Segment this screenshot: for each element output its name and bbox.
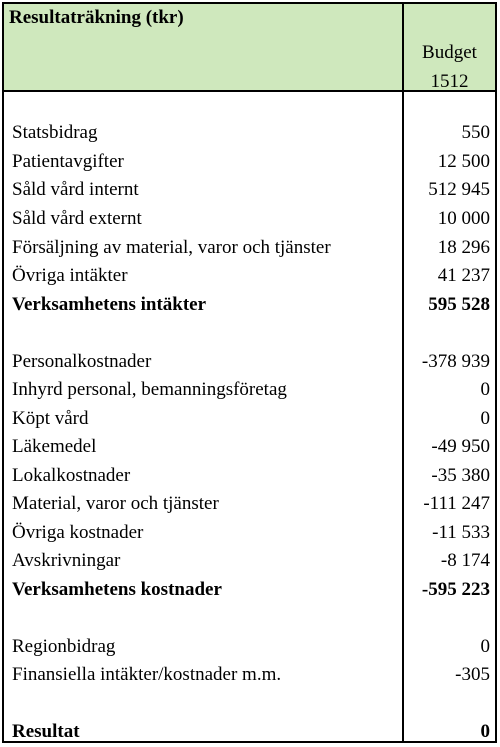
row-label: Såld vård internt [12,179,139,200]
table-row [4,263,495,291]
row-value: 595 528 [428,294,490,315]
table-title: Resultaträkning (tkr) [9,7,184,28]
row-value: 550 [461,122,490,143]
row-value: 0 [480,408,490,429]
row-value: -49 950 [431,436,490,457]
row-label: Finansiella intäkter/kostnader m.m. [12,664,282,685]
row-label: Resultat [12,721,80,742]
row-label: Patientavgifter [12,151,124,172]
row-label: Försäljning av material, varor och tjänster [12,237,331,258]
table-row [4,406,495,434]
table-header [4,4,495,92]
budget-column-period: 1512 [430,71,469,92]
row-label: Material, varor och tjänster [12,493,219,514]
income-statement-table [2,2,497,743]
row-value: 12 500 [437,151,490,172]
row-label: Köpt vård [12,408,89,429]
row-value: -8 174 [440,550,490,571]
table-row-total [4,292,495,320]
row-label: Regionbidrag [12,636,116,657]
table-row-total [4,719,495,747]
table-row [4,491,495,519]
table-row [4,235,495,263]
row-value: -11 533 [432,522,490,543]
row-value: 0 [480,721,490,742]
row-value: 512 945 [428,179,490,200]
row-label: Inhyrd personal, bemanningsföretag [12,379,287,400]
row-label: Personalkostnader [12,351,152,372]
table-row [4,120,495,148]
row-label: Såld vård externt [12,208,142,229]
table-row [4,177,495,205]
row-label: Avskrivningar [12,550,121,571]
row-value: 18 296 [437,237,490,258]
row-label: Verksamhetens intäkter [12,294,207,315]
table-row [4,206,495,234]
row-value: 0 [480,379,490,400]
table-row [4,520,495,548]
budget-column-label: Budget [422,42,477,63]
table-row [4,662,495,690]
row-label: Lokalkostnader [12,465,131,486]
row-label: Statsbidrag [12,122,98,143]
table-row-total [4,577,495,605]
table-row [4,377,495,405]
table-row [4,349,495,377]
row-value: 41 237 [437,265,490,286]
row-value: -378 939 [421,351,490,372]
row-value: -35 380 [431,465,490,486]
row-value: -111 247 [423,493,490,514]
table-row [4,434,495,462]
table-row [4,463,495,491]
row-label: Övriga intäkter [12,265,128,286]
row-label: Läkemedel [12,436,97,457]
budget-column-header [404,38,495,96]
table-row [4,548,495,576]
table-row [4,149,495,177]
row-value: -595 223 [421,579,490,600]
row-value: -305 [455,664,490,685]
row-value: 10 000 [437,208,490,229]
row-label: Verksamhetens kostnader [12,579,222,600]
row-value: 0 [480,636,490,657]
table-row [4,634,495,662]
row-label: Övriga kostnader [12,522,144,543]
